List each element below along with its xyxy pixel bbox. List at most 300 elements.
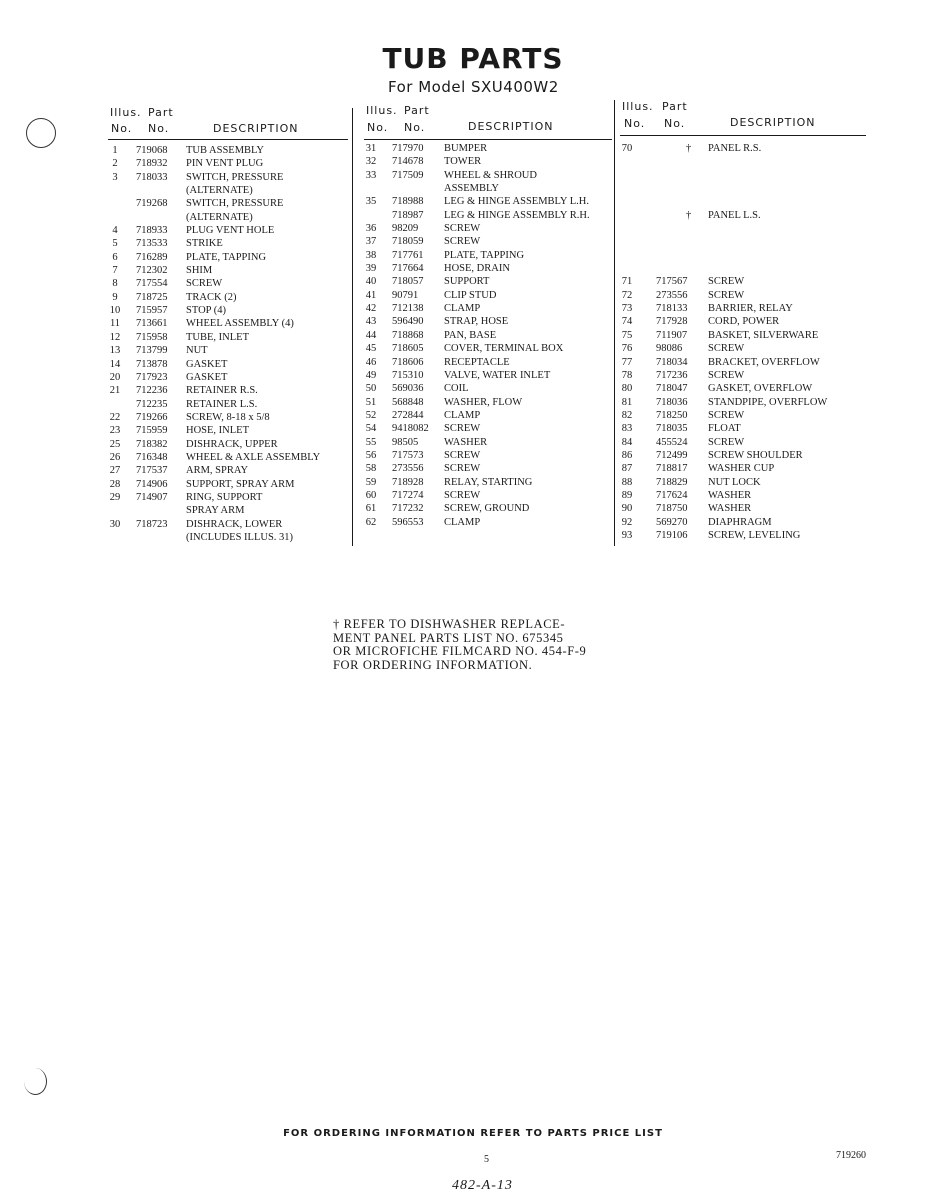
illus-number: 20	[109, 371, 121, 383]
parts-row	[620, 356, 866, 369]
part-no-label: No.	[664, 117, 686, 130]
part-description: STRAP, HOSE	[444, 316, 509, 328]
part-description: SCREW, 8-18 x 5/8	[186, 411, 270, 423]
illus-number: 92	[621, 516, 633, 528]
illus-number: 73	[621, 303, 633, 315]
part-description: SUPPORT, SPRAY ARM	[186, 478, 295, 490]
part-number: 718723	[136, 518, 168, 530]
part-description: SUPPORT	[444, 276, 490, 288]
part-number: 712235	[136, 398, 168, 410]
part-description: HOSE, DRAIN	[444, 263, 510, 275]
parts-row	[364, 222, 612, 235]
parts-row	[364, 329, 612, 342]
parts-row	[108, 224, 348, 237]
part-description: SCREW	[708, 436, 745, 448]
part-number: 718035	[656, 423, 688, 435]
part-number: 719106	[656, 529, 688, 541]
part-description: SCREW SHOULDER	[708, 449, 803, 461]
illus-number: 61	[365, 503, 377, 515]
parts-row	[108, 277, 348, 290]
parts-row	[620, 169, 866, 182]
parts-row	[620, 516, 866, 529]
illus-number: 42	[365, 303, 377, 315]
description-label: DESCRIPTION	[730, 116, 816, 129]
part-number: 717236	[656, 369, 688, 381]
part-number: 596490	[392, 316, 424, 328]
part-description: ASSEMBLY	[444, 183, 499, 195]
illus-number: 2	[112, 158, 118, 170]
part-number: 718725	[136, 291, 168, 303]
parts-row	[620, 529, 866, 542]
part-description: SHIM	[186, 265, 213, 277]
part-number: †	[686, 143, 692, 154]
illus-number: 76	[621, 343, 633, 355]
illus-number: 88	[621, 476, 633, 488]
parts-row	[364, 302, 612, 315]
part-number: 98209	[392, 223, 419, 235]
illus-number: 72	[621, 289, 633, 301]
parts-row	[108, 518, 348, 531]
part-description: GASKET, OVERFLOW	[708, 383, 813, 395]
illus-number: 56	[365, 449, 377, 461]
parts-row	[108, 171, 348, 184]
illus-number: 70	[621, 143, 633, 154]
part-description: RING, SUPPORT	[186, 491, 263, 503]
illus-number: 44	[365, 329, 377, 341]
part-description: PANEL L.S.	[708, 209, 761, 221]
illus-number: 31	[365, 143, 377, 154]
part-description: SCREW, GROUND	[444, 503, 530, 515]
part-number: 569270	[656, 516, 688, 528]
illus-number: 51	[365, 396, 377, 408]
parts-row	[364, 182, 612, 195]
part-number: 716348	[136, 451, 168, 463]
parts-row	[108, 464, 348, 477]
illus-number: 58	[365, 463, 377, 475]
part-description: SCREW	[444, 449, 481, 461]
illus-number: 25	[109, 438, 121, 450]
parts-row	[620, 436, 866, 449]
illus-number: 38	[365, 249, 377, 261]
part-number: 718382	[136, 438, 168, 450]
illus-number: 43	[365, 316, 377, 328]
illus-number: 27	[109, 465, 121, 477]
parts-row	[108, 291, 348, 304]
parts-row	[108, 358, 348, 371]
part-number: 718033	[136, 171, 168, 183]
part-description: SWITCH, PRESSURE	[186, 171, 284, 183]
part-label-top: Part	[404, 104, 430, 117]
part-number: 455524	[656, 436, 688, 448]
part-number: 718817	[656, 463, 688, 475]
part-description: PIN VENT PLUG	[186, 158, 264, 170]
part-description: FLOAT	[708, 423, 741, 435]
part-description: STOP (4)	[186, 305, 226, 317]
part-number: 712302	[136, 265, 168, 277]
illus-no-label: No.	[624, 117, 646, 130]
illus-number: 1	[112, 145, 118, 156]
part-number: 718036	[656, 396, 688, 408]
part-number: 715959	[136, 425, 168, 437]
binder-hole-bottom	[24, 1068, 47, 1095]
part-number: 718928	[392, 476, 424, 488]
part-number: 712499	[656, 449, 688, 461]
parts-row	[108, 384, 348, 397]
part-number: 717970	[392, 143, 424, 154]
part-number: 715957	[136, 305, 168, 317]
part-number: 717928	[656, 316, 688, 328]
document-number: 719260	[836, 1150, 866, 1161]
part-number: 713533	[136, 238, 168, 250]
parts-row	[364, 356, 612, 369]
parts-row	[108, 197, 348, 210]
parts-row	[620, 396, 866, 409]
part-number: 711907	[656, 329, 688, 341]
part-number: 569036	[392, 383, 424, 395]
part-description: CORD, POWER	[708, 316, 780, 328]
model-subtitle: For Model SXU400W2	[388, 78, 559, 96]
part-number: 718606	[392, 356, 424, 368]
part-number: 717573	[392, 449, 424, 461]
illus-number: 55	[365, 436, 377, 448]
part-description: WASHER, FLOW	[444, 396, 523, 408]
part-number: 596553	[392, 516, 424, 528]
parts-row	[620, 315, 866, 328]
part-description: WHEEL & SHROUD	[444, 169, 537, 181]
part-description: SPRAY ARM	[186, 505, 245, 517]
part-description: RECEPTACLE	[444, 356, 510, 368]
illus-number: 32	[365, 156, 377, 168]
part-description: SCREW	[708, 369, 745, 381]
binder-hole-top	[26, 118, 56, 148]
illus-number: 22	[109, 411, 121, 423]
parts-row	[108, 237, 348, 250]
illus-number: 90	[621, 503, 633, 515]
illus-number: 52	[365, 409, 377, 421]
parts-row	[108, 251, 348, 264]
parts-row	[620, 249, 866, 262]
parts-column-1	[108, 104, 348, 544]
parts-row	[364, 409, 612, 422]
parts-row	[620, 409, 866, 422]
illus-number: 12	[109, 331, 121, 343]
illus-number: 4	[112, 225, 118, 237]
parts-row	[364, 289, 612, 302]
illus-number: 84	[621, 436, 633, 448]
parts-row	[364, 342, 612, 355]
part-number: 714907	[136, 491, 168, 503]
parts-row	[108, 438, 348, 451]
part-description: BARRIER, RELAY	[708, 303, 793, 315]
part-description: BRACKET, OVERFLOW	[708, 356, 820, 368]
parts-row	[108, 211, 348, 224]
part-number: 718988	[392, 196, 424, 208]
parts-row	[620, 502, 866, 515]
part-number: 98505	[392, 436, 419, 448]
parts-rows	[364, 142, 612, 529]
illus-number: 62	[365, 516, 377, 528]
part-description: DIAPHRAGM	[708, 516, 772, 528]
part-description: WASHER	[708, 503, 752, 515]
illus-label-top: Illus.	[622, 100, 654, 113]
part-number: 718034	[656, 356, 688, 368]
column-header	[364, 104, 612, 140]
part-description: GASKET	[186, 358, 228, 370]
part-description: SCREW	[708, 343, 745, 355]
illus-number: 86	[621, 449, 633, 461]
illus-number: 45	[365, 343, 377, 355]
part-number: 713661	[136, 318, 168, 330]
parts-row	[620, 142, 866, 155]
part-description: TUBE, INLET	[186, 331, 249, 343]
part-description: VALVE, WATER INLET	[444, 369, 551, 381]
part-description: SCREW	[708, 289, 745, 301]
part-number: 90791	[392, 289, 419, 301]
illus-number: 71	[621, 276, 633, 288]
part-description: SCREW	[708, 276, 745, 288]
part-description: TUB ASSEMBLY	[186, 145, 265, 156]
parts-row	[108, 491, 348, 504]
illus-number: 13	[109, 345, 121, 357]
illus-number: 26	[109, 451, 121, 463]
part-number: 717554	[136, 278, 168, 290]
parts-row	[620, 275, 866, 288]
illus-number: 21	[109, 385, 121, 397]
parts-row	[364, 476, 612, 489]
parts-row	[620, 209, 866, 222]
parts-row	[364, 195, 612, 208]
parts-row	[364, 396, 612, 409]
parts-row	[364, 142, 612, 155]
part-description: PLUG VENT HOLE	[186, 225, 275, 237]
part-description: SWITCH, PRESSURE	[186, 198, 284, 210]
illus-number: 81	[621, 396, 633, 408]
part-number: 717274	[392, 489, 424, 501]
part-number: 713878	[136, 358, 168, 370]
parts-row	[620, 422, 866, 435]
parts-rows	[620, 142, 866, 542]
part-no-label: No.	[148, 122, 170, 135]
parts-row	[620, 449, 866, 462]
parts-column-2	[364, 104, 612, 529]
part-description: PANEL R.S.	[708, 143, 762, 154]
part-description: CLAMP	[444, 516, 481, 528]
parts-row	[620, 489, 866, 502]
part-number: †	[686, 209, 692, 221]
column-divider-2	[614, 100, 615, 546]
illus-number: 49	[365, 369, 377, 381]
description-label: DESCRIPTION	[468, 120, 554, 133]
illus-number: 3	[112, 171, 118, 183]
part-number: 715958	[136, 331, 168, 343]
part-description: PLATE, TAPPING	[186, 251, 267, 263]
parts-row	[364, 169, 612, 182]
illus-number: 87	[621, 463, 633, 475]
parts-row	[364, 209, 612, 222]
part-number: 717567	[656, 276, 688, 288]
part-description: CLIP STUD	[444, 289, 497, 301]
part-number: 718932	[136, 158, 168, 170]
part-description: SCREW, LEVELING	[708, 529, 801, 541]
part-description: PLATE, TAPPING	[444, 249, 525, 261]
part-number: 719266	[136, 411, 168, 423]
parts-row	[364, 262, 612, 275]
header-rule	[108, 139, 348, 140]
part-number: 717624	[656, 489, 688, 501]
illus-number: 89	[621, 489, 633, 501]
part-description: WHEEL ASSEMBLY (4)	[186, 318, 294, 330]
part-description: CLAMP	[444, 303, 481, 315]
illus-number: 10	[109, 305, 121, 317]
illus-number: 14	[109, 358, 121, 370]
part-description: STRIKE	[186, 238, 223, 250]
parts-row	[620, 369, 866, 382]
part-description: ARM, SPRAY	[186, 465, 249, 477]
illus-number: 93	[621, 529, 633, 541]
part-description: DISHRACK, LOWER	[186, 518, 283, 530]
parts-row	[108, 371, 348, 384]
part-number: 98086	[656, 343, 683, 355]
part-number: 718829	[656, 476, 688, 488]
part-number: 718057	[392, 276, 424, 288]
parts-row	[620, 462, 866, 475]
parts-row	[108, 157, 348, 170]
illus-number: 39	[365, 263, 377, 275]
illus-number: 29	[109, 491, 121, 503]
part-description: TRACK (2)	[186, 291, 237, 303]
parts-row	[620, 155, 866, 168]
parts-row	[620, 235, 866, 248]
part-description: (INCLUDES ILLUS. 31)	[186, 531, 294, 543]
part-number: 718987	[392, 209, 424, 221]
part-description: HOSE, INLET	[186, 425, 249, 437]
part-label-top: Part	[148, 106, 174, 119]
part-description: RETAINER L.S.	[186, 398, 258, 410]
header-rule	[620, 135, 866, 136]
parts-row	[620, 302, 866, 315]
part-number: 718059	[392, 236, 424, 248]
parts-row	[108, 424, 348, 437]
parts-row	[620, 342, 866, 355]
illus-number: 59	[365, 476, 377, 488]
page-title: TUB PARTS	[382, 42, 564, 75]
column-header	[620, 100, 866, 136]
parts-row	[364, 449, 612, 462]
illus-number: 41	[365, 289, 377, 301]
part-description: TOWER	[444, 156, 482, 168]
part-number: 717761	[392, 249, 424, 261]
header-rule	[364, 139, 612, 140]
ordering-footer: FOR ORDERING INFORMATION REFER TO PARTS PRICE LIST	[283, 1128, 663, 1139]
parts-row	[364, 155, 612, 168]
parts-row	[620, 195, 866, 208]
part-number: 713799	[136, 345, 168, 357]
parts-row	[620, 222, 866, 235]
parts-row	[364, 516, 612, 529]
part-number: 9418082	[392, 423, 429, 435]
part-number: 273556	[656, 289, 688, 301]
parts-row	[108, 264, 348, 277]
illus-label-top: Illus.	[110, 106, 142, 119]
illus-number: 6	[112, 251, 118, 263]
parts-row	[108, 478, 348, 491]
part-number: 715310	[392, 369, 424, 381]
illus-number: 78	[621, 369, 633, 381]
panel-footnote: † REFER TO DISHWASHER REPLACE- MENT PANEL PARTS LIST NO. 675345 OR MICROFICHE FILMCARD NO. 454-F-9 FOR ORDERING INFORMATION.	[333, 617, 587, 672]
part-description: NUT	[186, 345, 208, 357]
parts-row	[364, 436, 612, 449]
parts-row	[364, 502, 612, 515]
parts-row	[364, 369, 612, 382]
parts-row	[620, 182, 866, 195]
part-number: 718933	[136, 225, 168, 237]
illus-number: 50	[365, 383, 377, 395]
part-description: PAN, BASE	[444, 329, 497, 341]
part-description: WASHER	[708, 489, 752, 501]
part-number: 718605	[392, 343, 424, 355]
part-description: CLAMP	[444, 409, 481, 421]
part-description: LEG & HINGE ASSEMBLY R.H.	[444, 209, 590, 221]
illus-number: 11	[109, 318, 121, 330]
part-description: RETAINER R.S.	[186, 385, 258, 397]
illus-label-top: Illus.	[366, 104, 398, 117]
part-description: BASKET, SILVERWARE	[708, 329, 819, 341]
part-number: 717232	[392, 503, 424, 515]
parts-row	[620, 476, 866, 489]
parts-row	[108, 398, 348, 411]
parts-row	[364, 462, 612, 475]
illus-number: 5	[112, 238, 118, 250]
illus-no-label: No.	[111, 122, 133, 135]
part-description: COVER, TERMINAL BOX	[444, 343, 564, 355]
parts-row	[108, 184, 348, 197]
part-description: (ALTERNATE)	[186, 211, 253, 223]
parts-row	[364, 422, 612, 435]
parts-row	[364, 275, 612, 288]
page-number: 5	[484, 1154, 489, 1165]
part-description: GASKET	[186, 371, 228, 383]
parts-row	[108, 144, 348, 157]
part-description: SCREW	[444, 236, 481, 248]
parts-row	[364, 249, 612, 262]
part-label-top: Part	[662, 100, 688, 113]
part-description: STANDPIPE, OVERFLOW	[708, 396, 828, 408]
illus-number: 8	[112, 278, 118, 290]
column-divider-1	[352, 108, 353, 546]
parts-row	[108, 531, 348, 544]
part-description: SCREW	[708, 409, 745, 421]
part-description: COIL	[444, 383, 469, 395]
part-number: 712138	[392, 303, 424, 315]
part-number: 714906	[136, 478, 168, 490]
parts-row	[620, 329, 866, 342]
illus-number: 74	[621, 316, 633, 328]
illus-number: 7	[112, 265, 118, 277]
parts-row	[108, 344, 348, 357]
part-description: BUMPER	[444, 143, 488, 154]
part-description: (ALTERNATE)	[186, 185, 253, 197]
part-number: 719068	[136, 145, 168, 156]
handwritten-reference: 482-A-13	[452, 1178, 513, 1193]
illus-number: 82	[621, 409, 633, 421]
part-number: 716289	[136, 251, 168, 263]
parts-row	[108, 411, 348, 424]
illus-no-label: No.	[367, 121, 389, 134]
part-description: SCREW	[444, 463, 481, 475]
parts-row	[620, 289, 866, 302]
parts-row	[108, 317, 348, 330]
part-number: 718750	[656, 503, 688, 515]
